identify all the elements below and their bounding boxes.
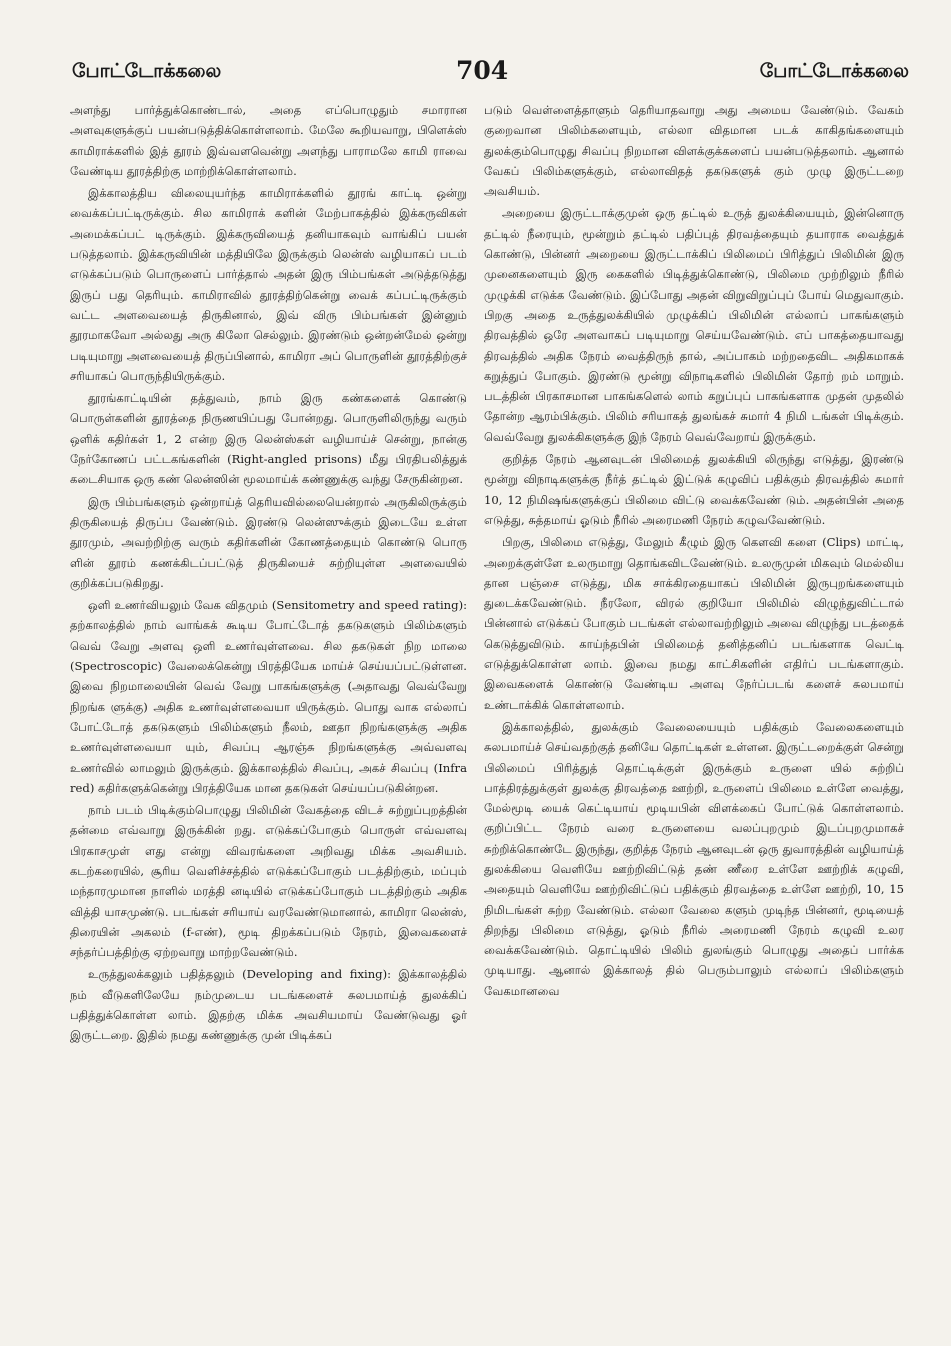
paragraph: அறையை இருட்டாக்குமுன் ஒரு தட்டில் உருத் துலக்கியையும், இன்னொரு தட்டில் நீரையும், மூன்றும் தட்டில் பதிப்புத் திரவத்தையும் தயாராக வைத்துக் கொண்டு, பின்னர் அறையை இருட்டாக்கிப் பிலிமைப் பிரித்துப் பிலிமின் இரு முனைகளையும் இரு கைகளில் பிடித்துக்கொண்டு, பிலிமை முற்றிலும் நீரில் முழுக்கி எடுக்க வேண்டும். இப்போது அதன் விறுவிறுப்புப் போய் மெதுவாகும். பிறகு அதை உருத்துலக்கியில் முழுக்கிப் பிலிமின் எல்லாப் பாகங்களும் திரவத்தில் ஒரே அளவாகப் படியுமாறு செய்யவேண்டும். எப் பாகத்தையாவது திரவத்தில் அதிக நேரம் வைத்திருந் தால், அப்பாகம் மற்றதைவிட அதிகமாகக் கறுத்துப் போகும். இரண்டு மூன்று விநாடிகளில் பிலிமின் தோற் றம் மாறும். படத்தின் பிரகாசமான பாகங்களெல் லாம் கறுப்புப் பாகங்களாக முதன் முதலில் தோன்ற ஆரம்பிக்கும். பிலிம் சரியாகத் துலங்கச் சுமார் 4 நிமி டங்கள் பிடிக்கும். வெவ்வேறு துலக்கிகளுக்கு இந் நேரம் வெவ்வேறாய் இருக்கும். xyxy=(484,206,904,444)
paragraph: இக்காலத்தில், துலக்கும் வேலையையும் பதிக்கும் வேலைகளையும் சுலபமாய்ச் செய்வதற்குத் தனியே தொட்டிகள் உள்ளன. இருட்டறைக்குள் சென்று பிலிமைப் பிரித்துத் தொட்டிக்குள் இருக்கும் உருளை யில் சுற்றிப் பாத்திரத்துக்குள் துலக்கு திரவத்தை ஊற்றி, உருளைப் பிலிமை உள்ளே வைத்து, மேல்மூடி யைக் கெட்டியாய் மூடியபின் விளக்கைப் போட்டுக் கொள்ளலாம். குறிப்பிட்ட நேரம் வரை உருளையை வலப்புறமும் இடப்புறமுமாகச் சுற்றிக்கொண்டே இருந்து, குறித்த நேரம் ஆனவுடன் ஒரு துவாரத்தின் வழியாய்த் துலக்கியை வெளியே ஊற்றிவிட்டுத் தண் ணீரை உள்ளே ஊற்றிக் கழுவி, அதையும் வெளியே ஊற்றிவிட்டுப் பதிக்கும் திரவத்தை உள்ளே ஊற்றி, 10, 15 நிமிடங்கள் சுற்ற வேண்டும். எல்லா வேலை களும் முடிந்த பின்னர், மூடியைத் திறந்து பிலிமை எடுத்து, ஓடும் நீரில் அரைமணி நேரம் கழுவி உலர வைக்கவேண்டும். தொட்டியில் பிலிம் துலங்கும் பொழுது அதைப் பார்க்க முடியாது. ஆனால் இக்காலத் தில் பெரும்பாலும் எல்லாப் பிலிம்களும் வேகமானவை xyxy=(484,719,904,998)
left-column xyxy=(70,100,467,1332)
paragraph: குறித்த நேரம் ஆனவுடன் பிலிமைத் துலக்கியி லிருந்து எடுத்து, இரண்டு மூன்று விநாடிகளுக்கு நீர்த் தட்டில் இட்டுக் கழுவிப் பதிக்கும் திரவத்தில் சுமார் 10, 12 நிமிஷங்களுக்குப் பிலிமை விட்டு வைக்கவேண் டும். அதன்பின் அதை எடுத்து, சுத்தமாய் ஓடும் நீரில் அரைமணி நேரம் கழுவவேண்டும். xyxy=(484,452,904,527)
paragraph: படும் வெள்ளைத்தாளும் தெரியாதவாறு அது அமைய வேண்டும். வேகம் குறைவான பிலிம்களையும், எல்லா விதமான படக் காகிதங்களையும் துலக்கும்பொழுது சிவப்பு நிறமான விளக்குக்களைப் பயன்படுத்தலாம். ஆனால் வேகப் பிலிம்களுக்கும், எல்லாவிதத் தகடுகளுக் கும் முழு இருட்டறை அவசியம். xyxy=(484,103,904,199)
paragraph: உருத்துலக்கலும் பதித்தலும் (Developing and fixing): இக்காலத்தில் நம் வீடுகளிலேயே நம்முடைய படங்களைச் சுலபமாய்த் துலக்கிப் பதித்துக்கொள்ள லாம். இதற்கு மிக்க அவசியமாய் வேண்டுவது ஓர் இருட்டறை. இதில் நமது கண்ணுக்கு முன் பிடிக்கப் xyxy=(70,967,467,1043)
paragraph: ஒளி உணர்வியலும் வேக விதமும் (Sensitometry and speed rating): தற்காலத்தில் நாம் வாங்கக் கூடிய போட்டோத் தகடுகளும் பிலிம்களும் வெவ் வேறு அளவு ஒளி உணர்வுள்ளவை. சில தகடுகள் நிற மாலை (Spectroscopic) வேலைக்கென்று பிரத்தியேக மாய்ச் செய்யப்பட்டுள்ளன. இவை நிறமாலையின் வெவ் வேறு பாகங்களுக்கு (அதாவது வெவ்வேறு நிறங்க ளுக்கு) அதிக உணர்வுள்ளவையா யிருக்கும். பொது வாக எல்லாப் போட்டோத் தகடுகளும் பிலிம்களும் நீலம், ஊதா நிறங்களுக்கு அதிக உணர்வுள்ளவையா யும், சிவப்பு ஆரஞ்சு நிறங்களுக்கு அவ்வளவு உணர்வில் லாமலும் இருக்கும். இக்காலத்தில் சிவப்பு, அகச் சிவப்பு (Infra red) கதிர்களுக்கென்று பிரத்தியேக மான தகடுகள் செய்யப்படுகின்றன. xyxy=(70,598,467,795)
paragraph: பிறகு, பிலிமை எடுத்து, மேலும் கீழும் இரு கௌவி களை (Clips) மாட்டி, அறைக்குள்ளே உலருமாறு தொங்கவிடவேண்டும். உலருமுன் மிகவும் மெல்லிய தான பஞ்சை எடுத்து, மிக சாக்கிரதையாகப் பிலிமின் இருபுறங்களையும் துடைக்கவேண்டும். நீரலோ, விரல் குறியோ பிலிமில் விழுந்துவிட்டால் பின்னால் எடுக்கப் போகும் படங்கள் எல்லாவற்றிலும் அவை விழுந்து படத்தைக் கெடுத்துவிடும். காய்ந்தபின் பிலிமைத் தனித்தனிப் படங்களாக வெட்டி எடுத்துக்கொள்ள லாம். இவை நமது காட்சிகளின் எதிர்ப் படங்களாகும். இவைகளைக் கொண்டு வேண்டிய அளவு நேர்ப்படங் களைச் சுலபமாய் உண்டாக்கிக் கொள்ளலாம். xyxy=(484,535,904,712)
paragraph: இக்காலத்திய விலையுயர்ந்த காமிராக்களில் தூரங் காட்டி ஒன்று வைக்கப்பட்டிருக்கும். சில காமிராக் களின் மேற்பாகத்தில் இக்கருவிகள் அமைக்கப்பட் டிருக்கும். இக்கருவியைத் தனியாகவும் வாங்கிப் பயன் படுத்தலாம். இக்கருவியின் மத்தியிலே இருக்கும் லென்ஸ் வழியாகப் படம் எடுக்கப்படும் பொருளைப் பார்த்தால் அதன் இரு பிம்பங்கள் அடுத்தடுத்து இருப் பது தெரியும். காமிராவில் தூரத்திற்கென்று வைக் கப்பட்டிருக்கும் வட்ட அளவையைத் திருகினால், இவ் விரு பிம்பங்கள் இன்னும் தூரமாகவோ அல்லது அரு கிலோ செல்லும். இரண்டும் ஒன்றன்மேல் ஒன்று படியுமாறு அளவையைத் திருப்பினால், காமிரா அப் பொருளின் தூரத்திற்குச் சரியாகப் பொருந்தியிருக்கும். xyxy=(70,186,467,383)
paragraph: அளந்து பார்த்துக்கொண்டால், அதை எப்பொழுதும் சமாரான அளவுகளுக்குப் பயன்படுத்திக்கொள்ளலாம். மேலே கூறியவாறு, பிளெக்ஸ் காமிராக்களில் இத் தூரம் இவ்வளவென்று அளந்து பாராமலே காமி ராவை வேண்டிய தூரத்திற்கு மாற்றிக்கொள்ளலாம். xyxy=(70,103,467,178)
paragraph: நாம் படம் பிடிக்கும்பொழுது பிலிமின் வேகத்தை விடச் சுற்றுப்புறத்தின் தன்மை எவ்வாறு இருக்கின் றது. எடுக்கப்போகும் பொருள் எவ்வளவு பிரகாசமுள் ளது என்று விவரங்களை அறிவது மிக்க அவசியம். கடற்கரையில், சூரிய வெளிச்சத்தில் எடுக்கப்போகும் படத்திற்கும், மப்பும் மந்தாரமுமான நாளில் மரத்தி னடியில் எடுக்கப்போகும் படத்திற்கும் அதிக வித்தி யாசமுண்டு. படங்கள் சரியாய் வரவேண்டுமானால், காமிரா லென்ஸ், திரையின் அகலம் (f-எண்), மூடி திறக்கப்படும் நேரம், இவைகளைச் சந்தர்ப்பத்திற்கு ஏற்றவாறு மாற்றவேண்டும். xyxy=(70,803,467,960)
paragraph: இரு பிம்பங்களும் ஒன்றாய்த் தெரியவில்லையென்றால் அருகிலிருக்கும் திருகியைத் திருப்ப வேண்டும். இரண்டு லென்ஸுக்கும் இடையே உள்ள தூரமும், அவற்றிற்கு வரும் கதிர்களின் கோணத்தையும் கொண்டு பொரு ளின் தூரம் கணக்கிடப்பட்டுத் திருகியைச் சுற்றியுள்ள அளவையில் குறிக்கப்படுகிறது. xyxy=(70,494,467,590)
paragraph: தூரங்காட்டியின் தத்துவம், நாம் இரு கண்களைக் கொண்டு பொருள்களின் தூரத்தை நிருணயிப்பது போன்றது. பொருளிலிருந்து வரும் ஒளிக் கதிர்கள் 1, 2 என்ற இரு லென்ஸ்கள் வழியாய்ச் சென்று, நான்கு நேர்கோணப் பட்டகங்களின் (Right-angled prisons) மீது பிரதிபலித்துக் கடைசியாக ஒரு கண் லென்ஸின் மூலமாய்க் கண்ணுக்கு வந்து சேருகின்றன. xyxy=(70,391,467,487)
running-title-right: போட்டோக்கலை xyxy=(759,60,909,82)
page-header xyxy=(72,56,909,90)
running-title-left: போட்டோக்கலை xyxy=(72,60,222,82)
right-column xyxy=(484,100,904,1332)
page-number: 704 xyxy=(456,56,509,85)
